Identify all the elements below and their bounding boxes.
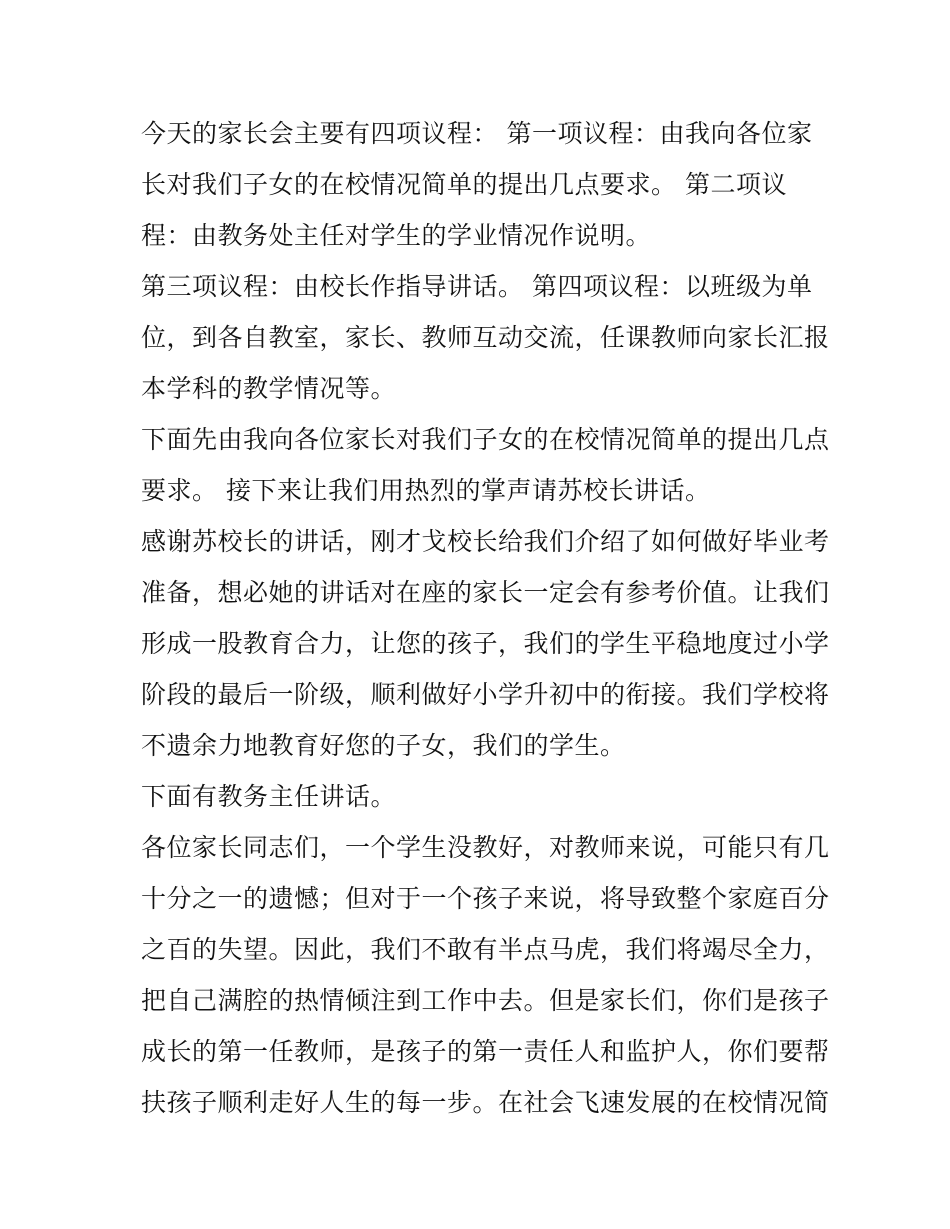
text-line: 第三项议程：由校长作指导讲话。 第四项议程：以班级为单: [141, 272, 813, 301]
text-line: 各位家长同志们，一个学生没教好，对教师来说，可能只有几: [141, 833, 830, 862]
text-line: 准备，想必她的讲话对在座的家长一定会有参考价值。让我们: [141, 578, 830, 607]
text-line: 之百的失望。因此，我们不敢有半点马虎，我们将竭尽全力，: [141, 935, 830, 964]
text-line: 阶段的最后一阶级，顺利做好小学升初中的衔接。我们学校将: [141, 680, 830, 709]
document-body: [141, 108, 830, 1128]
text-line: 下面先由我向各位家长对我们子女的在校情况简单的提出几点: [141, 425, 830, 454]
text-line: 形成一股教育合力，让您的孩子，我们的学生平稳地度过小学: [141, 629, 830, 658]
text-line: 感谢苏校长的讲话，刚才戈校长给我们介绍了如何做好毕业考: [141, 527, 830, 556]
text-line: 要求。 接下来让我们用热烈的掌声请苏校长讲话。: [141, 476, 711, 505]
text-line: 不遗余力地教育好您的子女，我们的学生。: [141, 731, 626, 760]
text-line: 程：由教务处主任对学生的学业情况作说明。: [141, 221, 652, 250]
text-line: 位，到各自教室，家长、教师互动交流，任课教师向家长汇报: [141, 323, 830, 352]
text-line: 把自己满腔的热情倾注到工作中去。但是家长们，你们是孩子: [141, 986, 830, 1015]
text-line: 本学科的教学情况等。: [141, 374, 397, 403]
text-line: 长对我们子女的在校情况简单的提出几点要求。 第二项议: [141, 170, 787, 199]
text-line: 今天的家长会主要有四项议程： 第一项议程：由我向各位家: [141, 119, 813, 148]
text-line: 十分之一的遗憾；但对于一个孩子来说，将导致整个家庭百分: [141, 884, 830, 913]
text-line: 扶孩子顺利走好人生的每一步。在社会飞速发展的在校情况简: [141, 1088, 830, 1117]
text-line: 下面有教务主任讲话。: [141, 782, 397, 811]
text-line: 成长的第一任教师，是孩子的第一责任人和监护人，你们要帮: [141, 1037, 830, 1066]
